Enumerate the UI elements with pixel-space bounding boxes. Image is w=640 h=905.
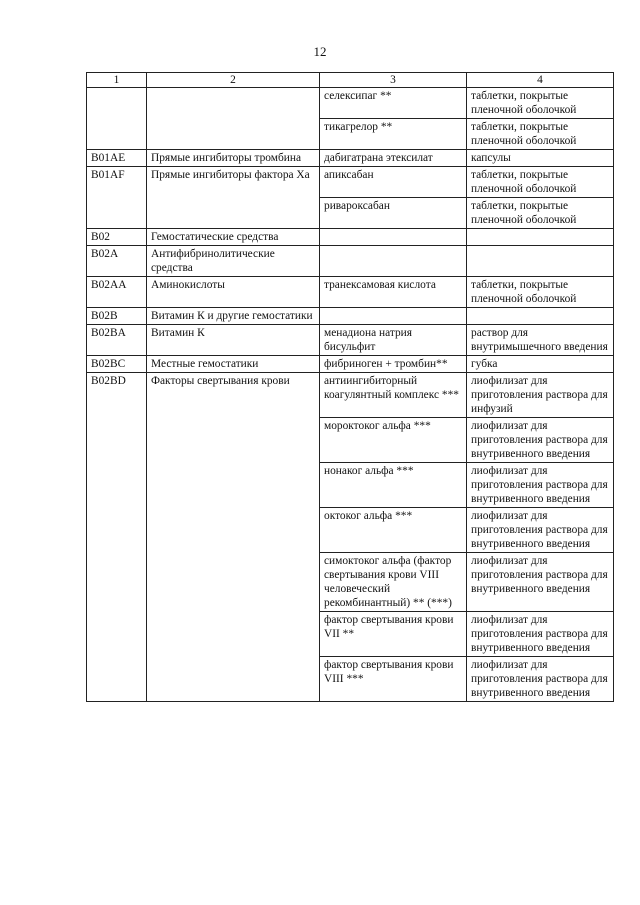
table-row xyxy=(87,246,614,277)
atc-code-cell: B01AF xyxy=(87,167,147,229)
drug-name-cell xyxy=(320,246,467,277)
atc-code-cell: B02BC xyxy=(87,356,147,373)
table-row xyxy=(87,277,614,308)
dosage-form-cell: лиофилизат для приготовления раствора для внутривенного введения xyxy=(467,463,614,508)
table-row xyxy=(87,150,614,167)
drug-name-cell: транексамовая кислота xyxy=(320,277,467,308)
drug-name-cell: симоктоког альфа (фактор свертывания крови VIII человеческий рекомбинантный) ** (***) xyxy=(320,553,467,612)
dosage-form-cell: таблетки, покрытые пленочной оболочкой xyxy=(467,198,614,229)
group-name-cell: Прямые ингибиторы фактора Xa xyxy=(147,167,320,229)
dosage-form-cell: губка xyxy=(467,356,614,373)
atc-code-cell: B02 xyxy=(87,229,147,246)
dosage-form-cell: лиофилизат для приготовления раствора для внутривенного введения xyxy=(467,553,614,612)
dosage-form-cell: таблетки, покрытые пленочной оболочкой xyxy=(467,88,614,119)
table-row xyxy=(87,308,614,325)
group-name-cell xyxy=(147,88,320,150)
column-number: 3 xyxy=(320,73,467,88)
dosage-form-cell: раствор для внутримышечного введения xyxy=(467,325,614,356)
table-row xyxy=(87,373,614,418)
group-name-cell: Факторы свертывания крови xyxy=(147,373,320,702)
column-number: 2 xyxy=(147,73,320,88)
group-name-cell: Витамин К и другие гемостатики xyxy=(147,308,320,325)
group-name-cell: Прямые ингибиторы тромбина xyxy=(147,150,320,167)
drug-name-cell: фактор свертывания крови VIII *** xyxy=(320,657,467,702)
atc-code-cell xyxy=(87,88,147,150)
drug-name-cell: мороктоког альфа *** xyxy=(320,418,467,463)
drug-name-cell: антиингибиторный коагулянтный комплекс *** xyxy=(320,373,467,418)
group-name-cell: Местные гемостатики xyxy=(147,356,320,373)
table-row xyxy=(87,167,614,198)
dosage-form-cell: лиофилизат для приготовления раствора для внутривенного введения xyxy=(467,508,614,553)
drug-name-cell: селексипаг ** xyxy=(320,88,467,119)
drug-name-cell: менадиона натрия бисульфит xyxy=(320,325,467,356)
drug-table xyxy=(86,72,614,702)
atc-code-cell: B01AE xyxy=(87,150,147,167)
dosage-form-cell: лиофилизат для приготовления раствора для инфузий xyxy=(467,373,614,418)
dosage-form-cell: лиофилизат для приготовления раствора для внутривенного введения xyxy=(467,612,614,657)
dosage-form-cell: капсулы xyxy=(467,150,614,167)
column-number: 4 xyxy=(467,73,614,88)
atc-code-cell: B02A xyxy=(87,246,147,277)
atc-code-cell: B02AA xyxy=(87,277,147,308)
dosage-form-cell xyxy=(467,246,614,277)
drug-name-cell: фибриноген + тромбин** xyxy=(320,356,467,373)
dosage-form-cell xyxy=(467,308,614,325)
group-name-cell: Гемостатические средства xyxy=(147,229,320,246)
column-number: 1 xyxy=(87,73,147,88)
drug-name-cell: нонаког альфа *** xyxy=(320,463,467,508)
dosage-form-cell xyxy=(467,229,614,246)
dosage-form-cell: лиофилизат для приготовления раствора для внутривенного введения xyxy=(467,657,614,702)
drug-name-cell: апиксабан xyxy=(320,167,467,198)
drug-name-cell: дабигатрана этексилат xyxy=(320,150,467,167)
drug-name-cell xyxy=(320,308,467,325)
drug-name-cell: фактор свертывания крови VII ** xyxy=(320,612,467,657)
dosage-form-cell: таблетки, покрытые пленочной оболочкой xyxy=(467,277,614,308)
drug-name-cell: тикагрелор ** xyxy=(320,119,467,150)
atc-code-cell: B02B xyxy=(87,308,147,325)
table-row xyxy=(87,356,614,373)
table-row xyxy=(87,229,614,246)
dosage-form-cell: таблетки, покрытые пленочной оболочкой xyxy=(467,119,614,150)
drug-name-cell: ривароксабан xyxy=(320,198,467,229)
group-name-cell: Витамин К xyxy=(147,325,320,356)
column-number-row xyxy=(87,73,614,88)
dosage-form-cell: лиофилизат для приготовления раствора для внутривенного введения xyxy=(467,418,614,463)
drug-name-cell: октоког альфа *** xyxy=(320,508,467,553)
atc-code-cell: B02BD xyxy=(87,373,147,702)
drug-name-cell xyxy=(320,229,467,246)
atc-code-cell: B02BA xyxy=(87,325,147,356)
group-name-cell: Антифибринолитические средства xyxy=(147,246,320,277)
page-number: 12 xyxy=(313,44,327,59)
table-row xyxy=(87,88,614,119)
table-row xyxy=(87,325,614,356)
dosage-form-cell: таблетки, покрытые пленочной оболочкой xyxy=(467,167,614,198)
group-name-cell: Аминокислоты xyxy=(147,277,320,308)
